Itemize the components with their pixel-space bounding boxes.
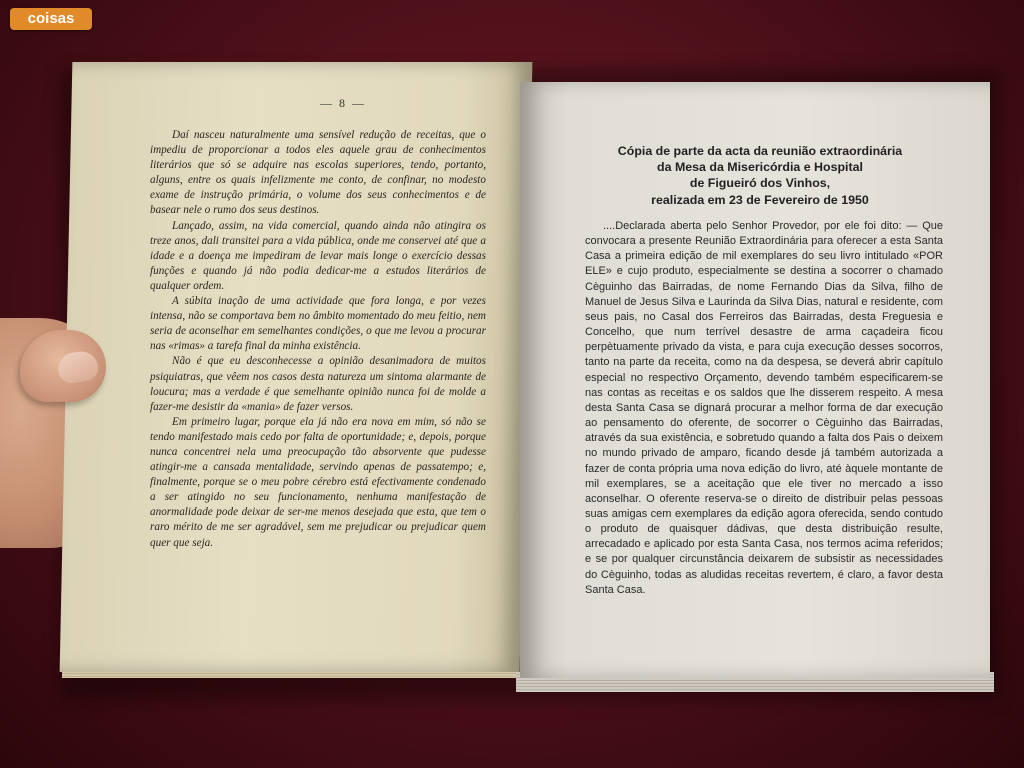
left-paragraph: Lançado, assim, na vida comercial, quando ainda não atingira os treze anos, dali transitei para a vida pública, onde me conservei até que a idade e a doença me impediram de levar mais longe o exercício dessas funções e quando já não podia dedicar-me a estudos literários de qualquer ordem. [150,219,486,292]
minutes-body: ....Declarada aberta pelo Senhor Provedor, por ele foi dito: — Que convocara a presente Reunião Extraordinária para oferecer a esta Santa Casa a primeira edição de mil exemplares do seu livro intitulado «POR ELE» e cujo produto, especialmente se destina a socorrer o chamado Cèguinho das Bairradas, de nome Fernando Dias da Silva, filho de Manuel de Jesus Silva e Laurinda da Silva Dias, natural e residente, com seus pais, no Casal dos Ferreiros das Bairradas, desta Freguesia e Concelho, que num terrível desastre de arma caçadeira ficou perpètuamente privado da vista, e para cuja execução desses socorros, tanto na parte da receita, como na da despesa, se deverá abrir capítulo especial no respectivo Orçamento, devendo também especificarem-se nas contas as receitas e os saldos que lhe disserem respeito. A mesa desta Santa Casa se dignará procurar a melhor forma de dar execução ao pensamento do oferente, de socorrer o Cèguinho das Bairradas, através da sua existência, e sobretudo quando a falta dos Pais o deixem no mundo privado de amparo, ficando desde já também autorizada a fazer de conta própria uma nova edição do livro, até àquele montante de mil exemplares, se a aceitação que ele tiver no mercado a isso aconselhar. O oferente reserva-se o direito de distribuir pelas pessoas suas amigas cem exemplares da edição agora oferecida, sendo contudo o produto de quaisquer dádivas, que desta distribuição resulte, arrecadado e aplicado por esta Santa Casa, nos termos acima referidos; e se por qualquer circunstância deixarem de subsistir as necessidades do Cèguinho, todas as aludidas receitas revertem, é claro, a favor desta Santa Casa. [585,220,943,596]
title-line: da Mesa da Misericórdia e Hospital [657,160,863,175]
left-paragraph: Em primeiro lugar, porque ela já não era nova em mim, só não se tendo manifestado mais cedo por falta de oportunidade; e, depois, porque nunca concentrei nela uma preocupação tão absorvente que pudesse atingir-me a cansada mentalidade, servindo apenas de passatempo; e, finalmente, porque se o meu pobre cérebro está efectivamente condenado a ser atingido no seu funcionamento, nenhuma manifestação de anormalidade pode deixar de ser-me menos desejada que esta, que tem o raro mérito de me ser agradável, sem me prejudicar ou prejudicar quem quer que seja. [150,415,486,549]
title-line: realizada em 23 de Fevereiro de 1950 [651,192,869,207]
page-number: — 8 — [320,96,366,110]
minutes-title [590,143,930,208]
title-line: de Figueiró dos Vinhos, [689,176,831,191]
left-paragraph: Daí nasceu naturalmente uma sensível redução de receitas, que o impediu de proporcionar a todos eles aquele grau de conhecimentos literários que só se adquire nas escolas superiores, tendo, portanto, alguns, entre os quais infelizmente me conto, de confinar, no modesto exame de instrução primária, o volume dos seus conhecimentos e de basear nele o rumo dos seus destinos. [150,129,486,217]
watermark-logo: coisas [10,8,92,30]
right-page-text [585,219,943,598]
left-paragraph: A súbita inação de uma actividade que fora longa, e por vezes intensa, não se comportava bem no âmbito momentado do meu feitio, nem seria de aconselhar em semelhantes condições, o que me levou a procurar nas «rimas» a tarefa final da minha existência. [150,295,486,353]
title-line: Cópia de parte da acta da reunião extraordinária [617,144,903,158]
left-page-text [150,128,486,551]
left-paragraph: Não é que eu desconhecesse a opinião desanimadora de muitos psiquiatras, que vêem nos casos desta natureza um sintoma alarmante de loucura; mas a verdade é que semelhante opinião nunca foi de molde a fazer-me desistir da «mania» de fazer versos. [150,355,486,413]
